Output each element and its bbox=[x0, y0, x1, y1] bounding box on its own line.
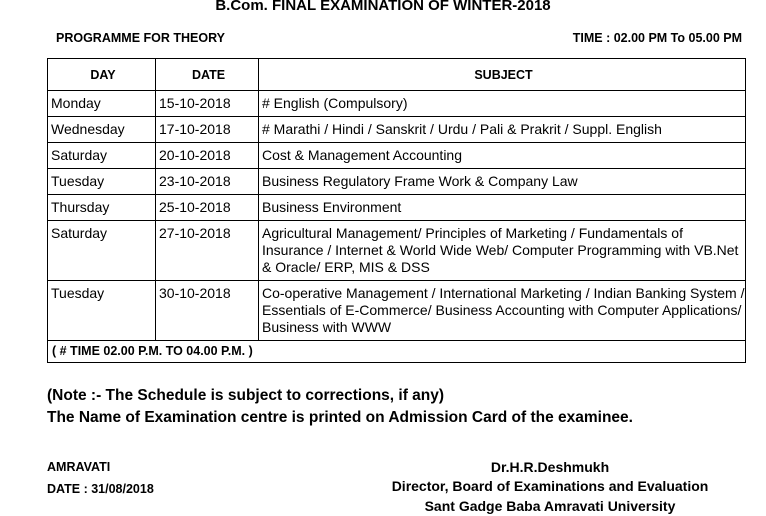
table-footnote-row bbox=[48, 341, 746, 363]
day-cell: Tuesday bbox=[48, 169, 156, 195]
signatory-name: Dr.H.R.Deshmukh bbox=[490, 459, 610, 475]
subject-cell: # English (Compulsory) bbox=[259, 91, 746, 117]
exam-title: B.Com. FINAL EXAMINATION OF WINTER-2018 bbox=[215, 0, 551, 14]
subject-cell: Agricultural Management/ Principles of Marketing / Fundamentals of Insurance / Internet & World Wide Web/ Computer Programming with VB.Net & Oracle/ ERP, MIS & DSS bbox=[259, 221, 746, 281]
table-row bbox=[48, 221, 746, 281]
table-row bbox=[48, 195, 746, 221]
table-row bbox=[48, 117, 746, 143]
date-cell: 25-10-2018 bbox=[156, 195, 259, 221]
table-row bbox=[48, 91, 746, 117]
day-cell: Tuesday bbox=[48, 281, 156, 341]
column-header-date: DATE bbox=[156, 59, 259, 91]
university-name: Sant Gadge Baba Amravati University bbox=[424, 498, 676, 514]
day-cell: Wednesday bbox=[48, 117, 156, 143]
time-footnote: ( # TIME 02.00 P.M. TO 04.00 P.M. ) bbox=[48, 341, 746, 363]
date-cell: 30-10-2018 bbox=[156, 281, 259, 341]
place-label: AMRAVATI bbox=[47, 460, 111, 474]
date-cell: 23-10-2018 bbox=[156, 169, 259, 195]
day-cell: Thursday bbox=[48, 195, 156, 221]
date-cell: 20-10-2018 bbox=[156, 143, 259, 169]
table-row bbox=[48, 281, 746, 341]
centre-note: The Name of Examination centre is printed on Admission Card of the examinee. bbox=[47, 409, 633, 426]
issue-date: DATE : 31/08/2018 bbox=[47, 482, 154, 496]
subject-cell: Business Environment bbox=[259, 195, 746, 221]
subject-cell: # Marathi / Hindi / Sanskrit / Urdu / Pali & Prakrit / Suppl. English bbox=[259, 117, 746, 143]
exam-time: TIME : 02.00 PM To 05.00 PM bbox=[572, 31, 742, 45]
day-cell: Saturday bbox=[48, 221, 156, 281]
subject-cell: Business Regulatory Frame Work & Company Law bbox=[259, 169, 746, 195]
programme-label: PROGRAMME FOR THEORY bbox=[56, 31, 225, 45]
column-header-day: DAY bbox=[48, 59, 156, 91]
schedule-table bbox=[47, 58, 746, 363]
signatory-designation: Director, Board of Examinations and Evaluation bbox=[391, 478, 709, 494]
date-cell: 15-10-2018 bbox=[156, 91, 259, 117]
subject-cell: Cost & Management Accounting bbox=[259, 143, 746, 169]
date-cell: 27-10-2018 bbox=[156, 221, 259, 281]
subject-cell: Co-operative Management / International Marketing / Indian Banking System / Essentials of E-Commerce/ Business Accounting with Computer Applications/ Business with WWW bbox=[259, 281, 746, 341]
column-header-subject: SUBJECT bbox=[259, 59, 746, 91]
day-cell: Saturday bbox=[48, 143, 156, 169]
correction-note: (Note :- The Schedule is subject to corrections, if any) bbox=[47, 387, 445, 404]
day-cell: Monday bbox=[48, 91, 156, 117]
date-cell: 17-10-2018 bbox=[156, 117, 259, 143]
table-row bbox=[48, 169, 746, 195]
table-header-row bbox=[48, 59, 746, 91]
table-row bbox=[48, 143, 746, 169]
